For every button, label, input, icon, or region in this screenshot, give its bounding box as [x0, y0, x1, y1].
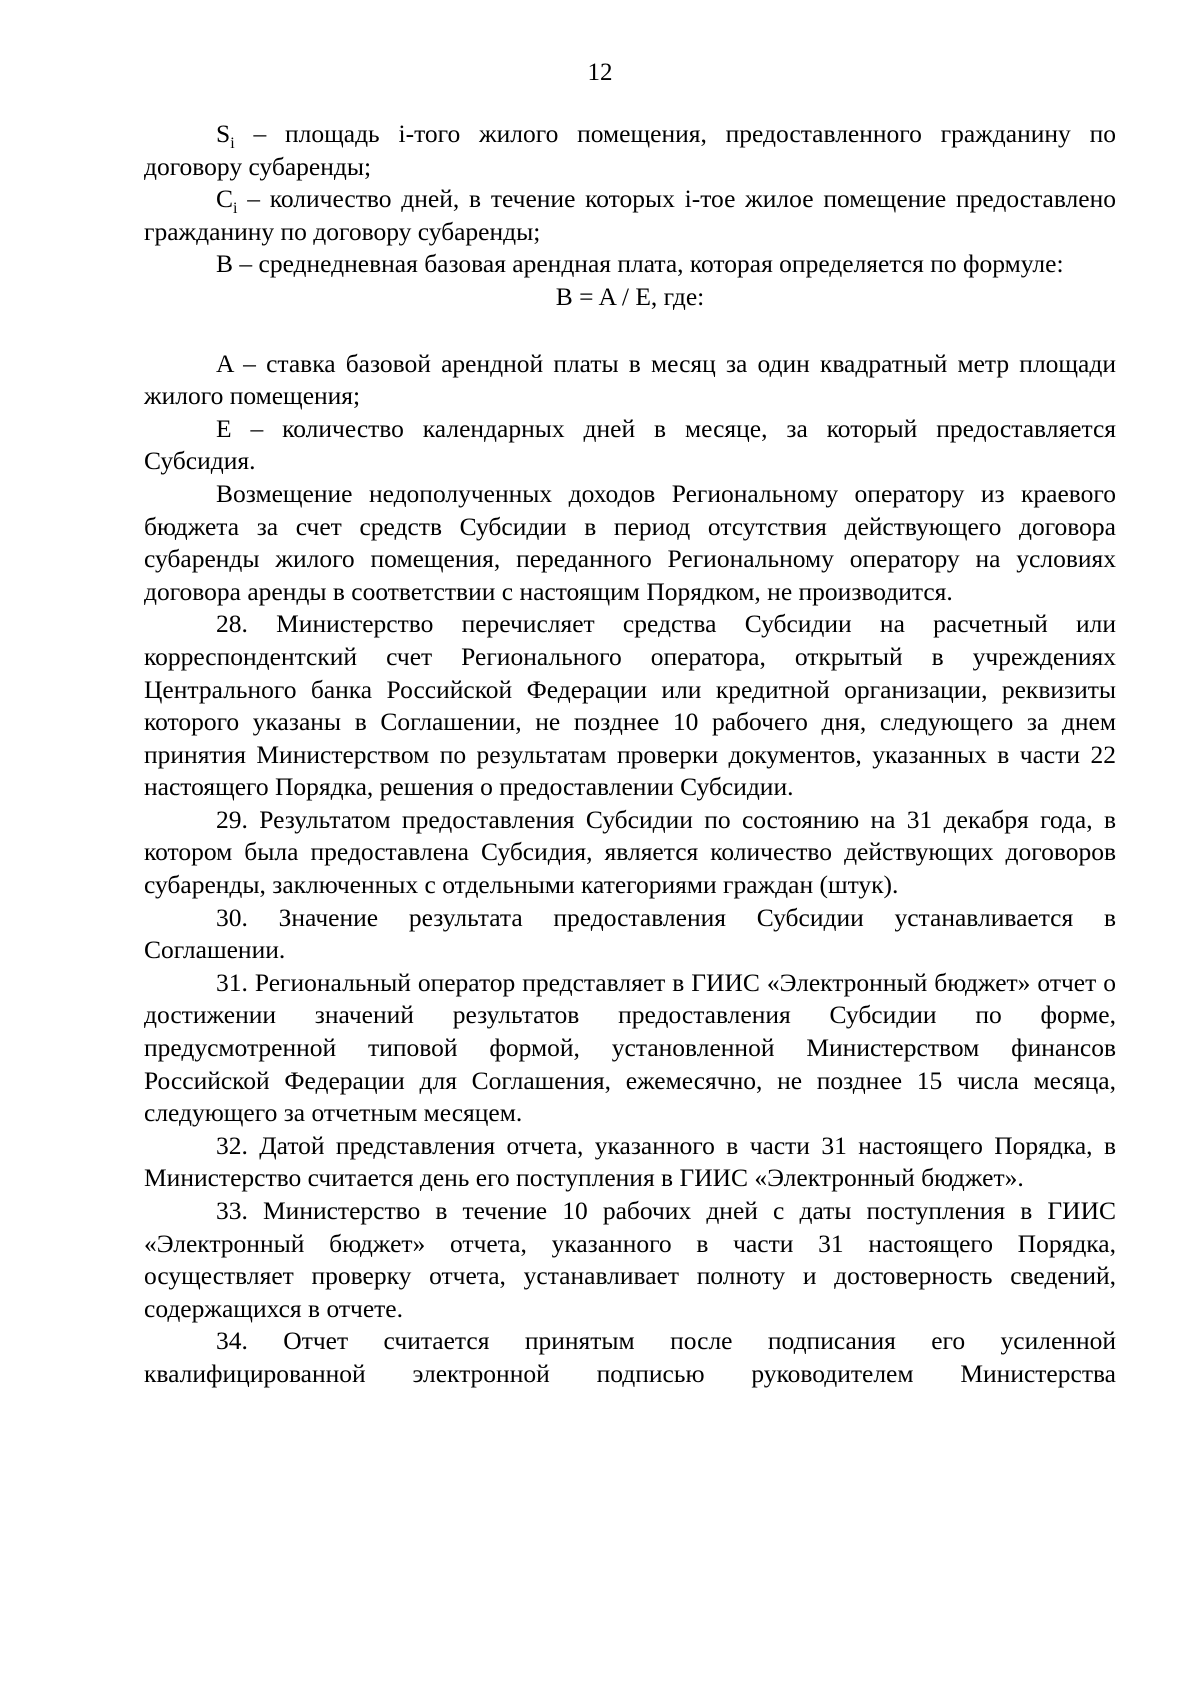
paragraph-var-s	[144, 118, 1116, 183]
paragraph-33: 33. Министерство в течение 10 рабочих дней с даты поступления в ГИИС «Электронный бюджет» отчета, указанного в части 31 настоящего Порядка, осуществляет проверку отчета, устанавливает полноту и достоверность сведений, содержащихся в отчете.	[144, 1196, 1116, 1323]
paragraph-34: 34. Отчет считается принятым после подписания его усиленной квалифицированной электронной подписью руководителем Министерства	[144, 1326, 1116, 1388]
paragraph-text: – количество дней, в течение которых i-тое жилое помещение предоставлено гражданину по договору субаренды;	[144, 184, 1116, 246]
document-body	[144, 118, 1116, 1391]
paragraph-var-e: E – количество календарных дней в месяце, за который предоставляется Субсидия.	[144, 413, 1116, 476]
paragraph-var-c	[144, 183, 1116, 248]
paragraph-31: 31. Региональный оператор представляет в ГИИС «Электронный бюджет» отчет о достижении значений результатов предоставления Субсидии по форме, предусмотренной типовой формой, установленной Министерством финансов Российской Федерации для Соглашения, ежемесячно, не позднее 15 числа месяца, следующего за отчетным месяцем.	[144, 967, 1116, 1128]
variable-symbol: C	[216, 184, 234, 214]
variable-subscript: i	[233, 200, 238, 218]
paragraph-28: 28. Министерство перечисляет средства Субсидии на расчетный или корреспондентский счет Регионального оператора, открытый в учреждениях Центрального банка Российской Федерации или кредитной организации, реквизиты которого указаны в Соглашении, не позднее 10 рабочего дня, следующего за днем принятия Министерством по результатам проверки документов, указанных в части 22 настоящего Порядка, решения о предоставлении Субсидии.	[144, 609, 1116, 802]
paragraph-30: 30. Значение результата предоставления Субсидии устанавливается в Соглашении.	[144, 902, 1116, 965]
page-number: 12	[587, 59, 613, 86]
paragraph-reimbursement: Возмещение недополученных доходов Региональному оператору из краевого бюджета за счет средств Субсидии в период отсутствия действующего договора субаренды жилого помещения, переданного Региональному оператору на условиях договора аренды в соответствии с настоящим Порядком, не производится.	[144, 478, 1116, 606]
paragraph-text: – площадь i-того жилого помещения, предоставленного гражданину по договору субаренды;	[144, 119, 1116, 181]
variable-symbol: S	[216, 119, 231, 148]
paragraph-32: 32. Датой представления отчета, указанного в части 31 настоящего Порядка, в Министерство считается день его поступления в ГИИС «Электронный бюджет».	[144, 1130, 1116, 1193]
paragraph-var-b: B – среднедневная базовая арендная плата, которая определяется по формуле:	[216, 249, 1064, 279]
paragraph-29: 29. Результатом предоставления Субсидии по состоянию на 31 декабря года, в котором была предоставлена Субсидия, является количество действующих договоров субаренды, заключенных с отдельными категориями граждан (штук).	[144, 804, 1116, 900]
formula: B = A / E, где:	[555, 281, 705, 311]
variable-subscript: i	[230, 135, 235, 152]
paragraph-var-a: A – ставка базовой арендной платы в месяц за один квадратный метр площади жилого помещения;	[144, 348, 1116, 411]
